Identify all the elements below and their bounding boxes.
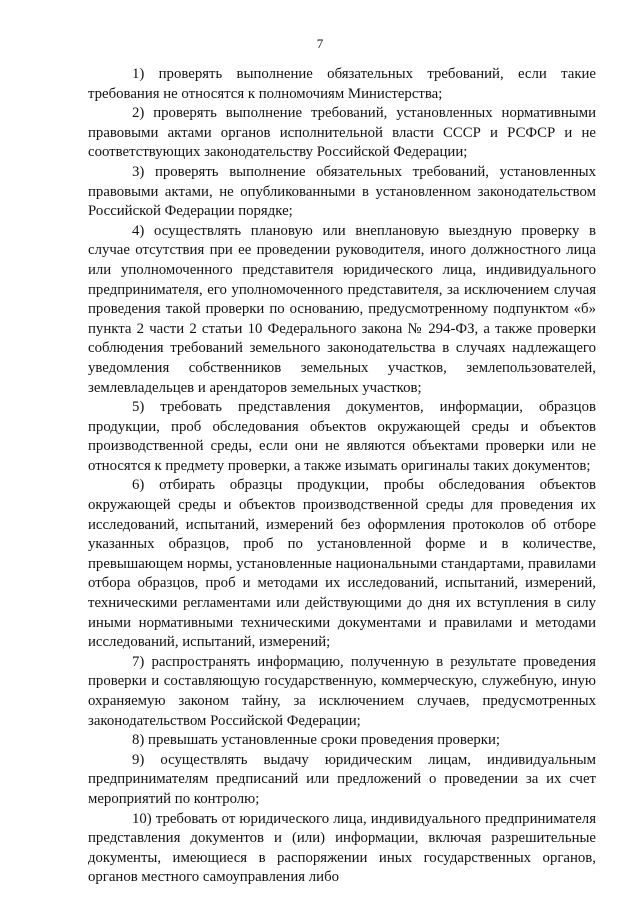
list-item-7: 7) распространять информацию, полученную в результате проведения проверки и составляющую государственную, коммерческую, служебную, иную охраняемую законом тайну, за исключением случаев, предусмотренных законодательством Российской Федерации;	[88, 653, 596, 729]
page-number: 7	[316, 36, 324, 51]
list-item-6: 6) отбирать образцы продукции, пробы обследования объектов окружающей среды и объектов производственной среды для проведения их исследований, испытаний, измерений без оформления протоколов об отборе указанных образцов, проб по установленной форме и в количестве, превышающем нормы, установленные национальными стандартами, правилами отбора образцов, проб и методами их исследований, испытаний, измерений, техническими регламентами или действующими до дня их вступления в силу иными нормативными техническими документами и правилами и методами исследований, испытаний, измерений;	[88, 477, 596, 651]
list-item-9: 9) осуществлять выдачу юридическим лицам, индивидуальным предпринимателям предписаний или предложений о проведении за их счет мероприятий по контролю;	[88, 751, 596, 807]
list-item-10: 10) требовать от юридического лица, индивидуального предпринимателя представления документов и (или) информации, включая разрешительные документы, имеющиеся в распоряжении иных государственных органов, органов местного самоуправления либо	[88, 810, 596, 886]
list-item-4: 4) осуществлять плановую или внеплановую выездную проверку в случае отсутствия при ее проведении руководителя, иного должностного лица или уполномоченного представителя юридического лица, индивидуального предпринимателя, его уполномоченного представителя, за исключением случая проведения такой проверки по основанию, предусмотренному подпунктом «б» пункта 2 части 2 статьи 10 Федерального закона № 294-ФЗ, а также проверки соблюдения требований земельного законодательства в случаях надлежащего уведомления собственников земельных участков, землепользователей, землевладельцев и арендаторов земельных участков;	[88, 222, 596, 396]
list-item-5: 5) требовать представления документов, информации, образцов продукции, проб обследования объектов окружающей среды и объектов производственной среды, если они не являются объектами проверки или не относятся к предмету проверки, а также изымать оригиналы таких документов;	[88, 399, 596, 474]
list-item-2: 2) проверять выполнение требований, установленных нормативными правовыми актами органов исполнительной власти СССР и РСФСР и не соответствующих законодательству Российской Федерации;	[88, 105, 596, 161]
document-body	[88, 65, 596, 888]
list-item-1: 1) проверять выполнение обязательных требований, если такие требования не относятся к полномочиям Министерства;	[88, 66, 596, 102]
list-item-8: 8) превышать установленные сроки проведения проверки;	[132, 732, 501, 749]
list-item-3: 3) проверять выполнение обязательных требований, установленных правовыми актами, не опубликованными в установленном законодательством Российской Федерации порядке;	[88, 163, 596, 220]
